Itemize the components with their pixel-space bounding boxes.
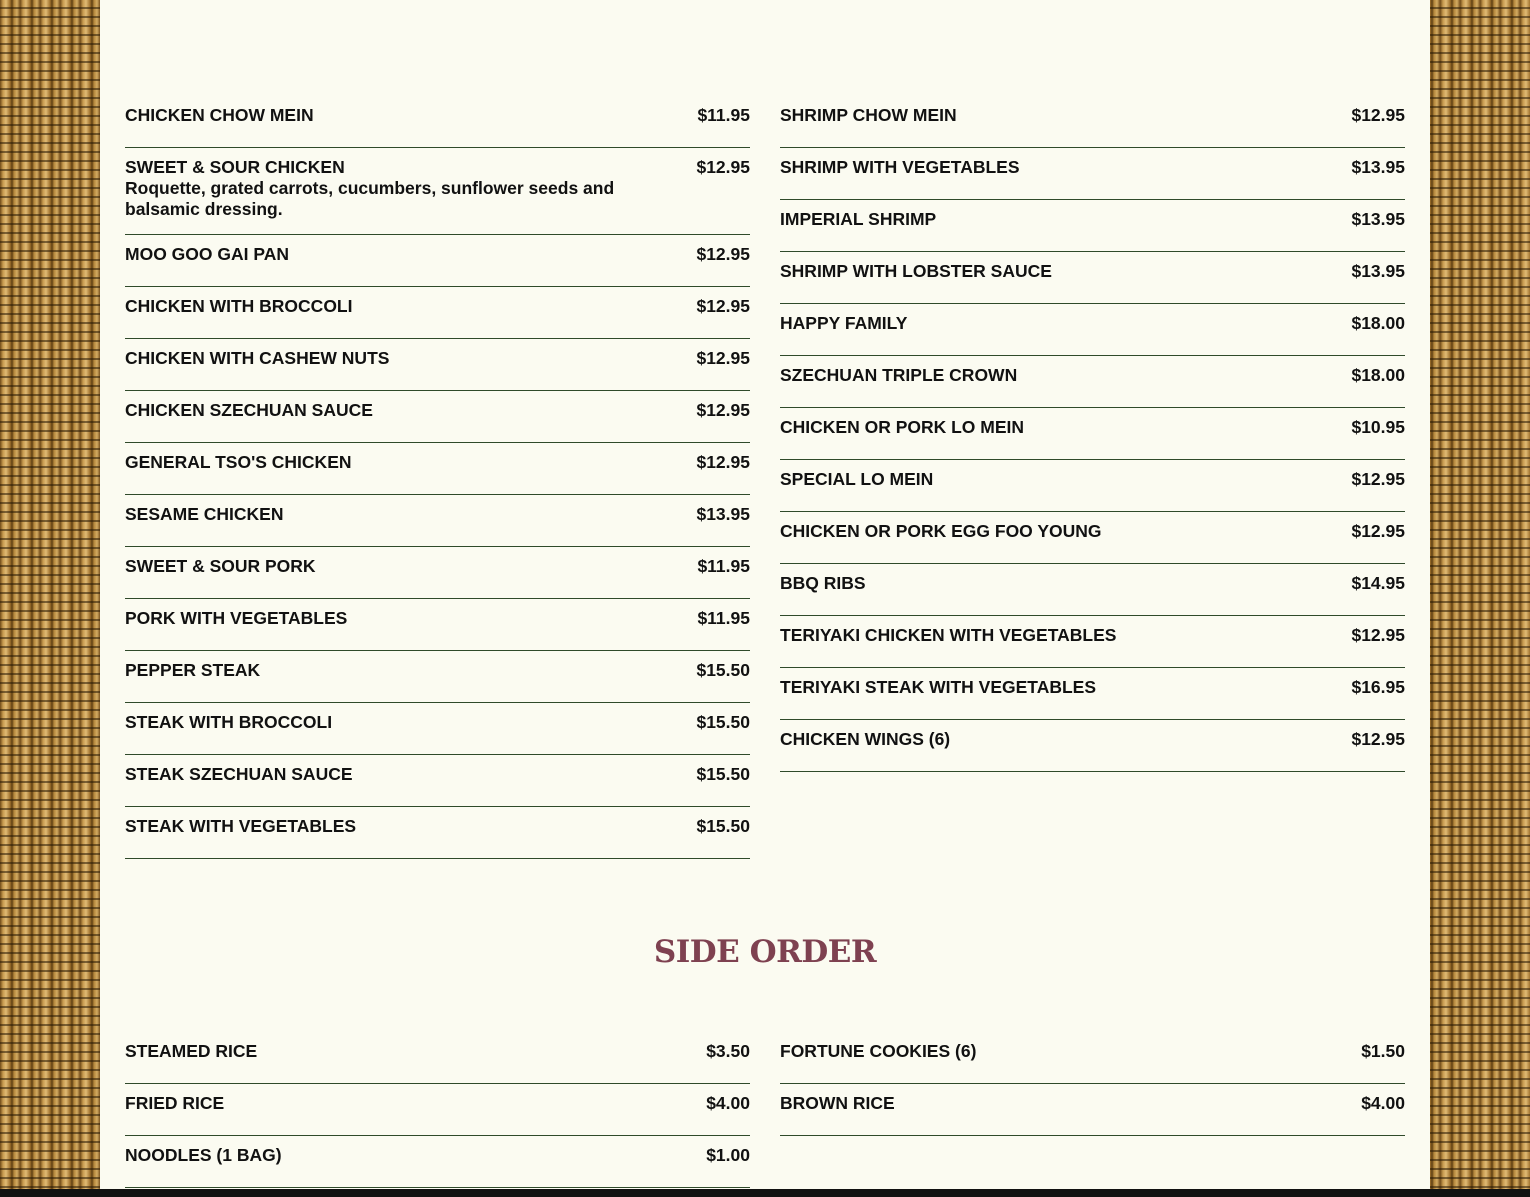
menu-item-name: BBQ RIBS: [780, 573, 866, 593]
menu-item-price: $14.95: [1351, 573, 1405, 593]
menu-item-price: $3.50: [706, 1041, 750, 1061]
menu-item: [125, 703, 750, 755]
menu-item-text: [125, 1041, 257, 1062]
menu-item-description: Roquette, grated carrots, cucumbers, sunflower seeds and balsamic dressing.: [125, 178, 615, 219]
menu-item: [125, 235, 750, 287]
menu-item-name: SPECIAL LO MEIN: [780, 469, 934, 489]
menu-item-price: $12.95: [1351, 469, 1405, 489]
menu-item: [125, 287, 750, 339]
menu-item: [125, 96, 750, 148]
menu-item-name: FORTUNE COOKIES (6): [780, 1041, 977, 1061]
menu-item-name: SWEET & SOUR CHICKEN: [125, 157, 345, 177]
menu-item-price: $13.95: [1351, 157, 1405, 177]
menu-item-text: [125, 400, 373, 421]
menu-item: [780, 512, 1405, 564]
menu-item-text: [125, 608, 347, 629]
menu-item-price: $12.95: [696, 296, 750, 316]
menu-item-text: [780, 105, 957, 126]
menu-item-text: [780, 677, 1096, 698]
menu-item-price: $18.00: [1351, 365, 1405, 385]
menu-item-price: $18.00: [1351, 313, 1405, 333]
menu-item: [125, 755, 750, 807]
menu-item: [125, 443, 750, 495]
menu-item-text: [780, 157, 1020, 178]
menu-item-price: $1.00: [706, 1145, 750, 1165]
menu-item-name: PEPPER STEAK: [125, 660, 261, 680]
menu-item-text: [780, 521, 1102, 542]
menu-item-price: $12.95: [696, 452, 750, 472]
menu-item: [125, 1032, 750, 1084]
menu-item-price: $15.50: [696, 660, 750, 680]
menu-item-name: STEAK WITH BROCCOLI: [125, 712, 333, 732]
menu-item-text: [780, 417, 1024, 438]
menu-item: [780, 668, 1405, 720]
menu-item-name: SHRIMP WITH VEGETABLES: [780, 157, 1020, 177]
menu-item-text: [125, 157, 625, 220]
menu-item-name: HAPPY FAMILY: [780, 313, 908, 333]
menu-item-price: $4.00: [1361, 1093, 1405, 1113]
menu-item-price: $12.95: [1351, 521, 1405, 541]
menu-item-price: $15.50: [696, 764, 750, 784]
menu-item-price: $11.95: [697, 556, 750, 576]
menu-item: [125, 807, 750, 859]
menu-item-name: TERIYAKI STEAK WITH VEGETABLES: [780, 677, 1096, 697]
side-order-left-column: [125, 1032, 750, 1188]
menu-item: [125, 495, 750, 547]
menu-item-name: CHICKEN CHOW MEIN: [125, 105, 314, 125]
mains-right-column: [780, 96, 1405, 859]
menu-item-name: MOO GOO GAI PAN: [125, 244, 289, 264]
menu-item-name: STEAK SZECHUAN SAUCE: [125, 764, 353, 784]
menu-item-name: CHICKEN SZECHUAN SAUCE: [125, 400, 373, 420]
side-order-columns: [125, 1032, 1405, 1188]
menu-item-price: $13.95: [1351, 261, 1405, 281]
menu-item: [780, 616, 1405, 668]
menu-item-text: [125, 764, 353, 785]
menu-item: [125, 1084, 750, 1136]
menu-item-name: GENERAL TSO'S CHICKEN: [125, 452, 352, 472]
menu-item-name: SZECHUAN TRIPLE CROWN: [780, 365, 1018, 385]
menu-item-text: [125, 504, 284, 525]
menu-item-price: $1.50: [1361, 1041, 1405, 1061]
menu-item-text: [125, 712, 332, 733]
menu-item: [125, 339, 750, 391]
menu-item-text: [780, 261, 1052, 282]
menu-item-text: [780, 1093, 895, 1114]
menu-item: [780, 720, 1405, 772]
menu-item-name: STEAMED RICE: [125, 1041, 258, 1061]
mains-columns: [125, 96, 1405, 859]
menu-item-text: [125, 452, 352, 473]
menu-item-text: [125, 1145, 282, 1166]
menu-item-price: $12.95: [696, 400, 750, 420]
menu-item: [780, 304, 1405, 356]
menu-item-text: [125, 556, 316, 577]
menu-item-text: [780, 625, 1116, 646]
menu-item: [780, 1032, 1405, 1084]
menu-item-name: PORK WITH VEGETABLES: [125, 608, 348, 628]
menu-item-price: $13.95: [1351, 209, 1405, 229]
menu-item-name: CHICKEN OR PORK LO MEIN: [780, 417, 1025, 437]
menu-item-price: $16.95: [1351, 677, 1405, 697]
menu-item: [125, 599, 750, 651]
menu-item: [125, 391, 750, 443]
menu-item-price: $12.95: [696, 348, 750, 368]
menu-item-name: CHICKEN WINGS (6): [780, 729, 951, 749]
menu-item: [125, 651, 750, 703]
menu-item-price: $12.95: [1351, 729, 1405, 749]
menu-item-price: $11.95: [697, 105, 750, 125]
menu-item-price: $4.00: [706, 1093, 750, 1113]
menu-item-name: IMPERIAL SHRIMP: [780, 209, 937, 229]
menu-item-text: [125, 1093, 224, 1114]
menu-item-price: $12.95: [696, 157, 750, 177]
menu-item-price: $12.95: [696, 244, 750, 264]
menu-item-text: [125, 105, 314, 126]
menu-item: [125, 547, 750, 599]
bottom-bar: [0, 1189, 1530, 1197]
side-order-right-column: [780, 1032, 1405, 1188]
menu-item-name: CHICKEN WITH BROCCOLI: [125, 296, 353, 316]
menu-item: [780, 564, 1405, 616]
menu-item-price: $12.95: [1351, 105, 1405, 125]
menu-item: [780, 96, 1405, 148]
menu-item-price: $13.95: [696, 504, 750, 524]
menu-item-price: $11.95: [697, 608, 750, 628]
menu-item: [780, 356, 1405, 408]
menu-item: [780, 408, 1405, 460]
side-order-title: SIDE ORDER: [653, 934, 877, 970]
menu-item: [780, 200, 1405, 252]
menu-item-text: [780, 313, 907, 334]
menu-item-text: [780, 365, 1017, 386]
menu-item-name: BROWN RICE: [780, 1093, 895, 1113]
menu-item-text: [125, 816, 356, 837]
menu-item-name: SWEET & SOUR PORK: [125, 556, 316, 576]
menu-page: [100, 0, 1430, 1189]
menu-item-name: SHRIMP WITH LOBSTER SAUCE: [780, 261, 1052, 281]
menu-item-name: CHICKEN WITH CASHEW NUTS: [125, 348, 390, 368]
menu-item-text: [780, 573, 866, 594]
menu-item-text: [125, 244, 289, 265]
menu-item-name: STEAK WITH VEGETABLES: [125, 816, 357, 836]
menu-item-price: $12.95: [1351, 625, 1405, 645]
menu-item-name: FRIED RICE: [125, 1093, 225, 1113]
menu-item-text: [125, 296, 352, 317]
menu-item-price: $15.50: [696, 816, 750, 836]
menu-item-name: SESAME CHICKEN: [125, 504, 284, 524]
menu-item-text: [125, 660, 260, 681]
menu-item: [125, 1136, 750, 1188]
menu-item-text: [780, 729, 950, 750]
menu-item-text: [780, 1041, 976, 1062]
mains-left-column: [125, 96, 750, 859]
menu-item-text: [780, 469, 933, 490]
menu-item: [780, 1084, 1405, 1136]
menu-item: [780, 252, 1405, 304]
menu-item: [125, 148, 750, 235]
menu-item-price: $15.50: [696, 712, 750, 732]
menu-item-name: TERIYAKI CHICKEN WITH VEGETABLES: [780, 625, 1117, 645]
menu-item-text: [780, 209, 936, 230]
menu-item-name: CHICKEN OR PORK EGG FOO YOUNG: [780, 521, 1102, 541]
menu-item-name: SHRIMP CHOW MEIN: [780, 105, 957, 125]
menu-item: [780, 148, 1405, 200]
menu-item-price: $10.95: [1351, 417, 1405, 437]
menu-item-name: NOODLES (1 BAG): [125, 1145, 282, 1165]
menu-item-text: [125, 348, 389, 369]
menu-item: [780, 460, 1405, 512]
